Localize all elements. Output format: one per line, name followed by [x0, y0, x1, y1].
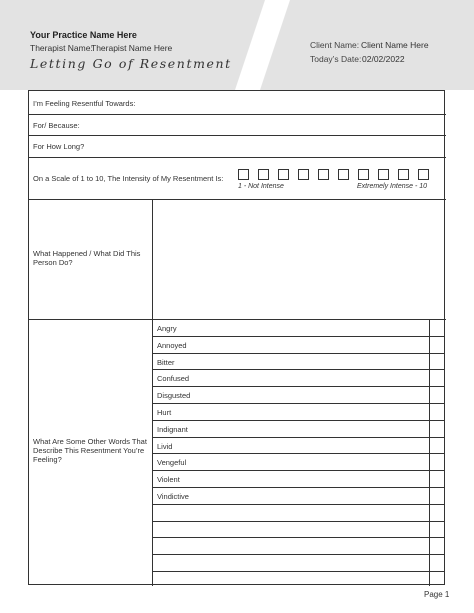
- emotion-row: [153, 554, 429, 571]
- emotion-row: [153, 571, 429, 588]
- practice-name: Your Practice Name Here: [30, 30, 137, 40]
- emotion-checkbox[interactable]: [429, 336, 445, 353]
- emotion-word: Livid: [157, 441, 173, 451]
- emotion-word: Violent: [157, 475, 180, 485]
- emotion-row: [153, 336, 429, 353]
- intensity-checkbox-7[interactable]: [358, 169, 369, 180]
- checkbox-column-divider: [429, 319, 430, 586]
- emotion-checkbox[interactable]: [429, 554, 445, 571]
- emotion-row: [153, 353, 429, 370]
- emotion-word: Disgusted: [157, 391, 191, 401]
- emotion-row: [153, 504, 429, 521]
- emotion-row: [153, 437, 429, 454]
- emotion-checkbox[interactable]: [429, 504, 445, 521]
- emotion-checkbox[interactable]: [429, 319, 445, 336]
- intensity-checkbox-2[interactable]: [258, 169, 269, 180]
- emotion-word: Bitter: [157, 357, 175, 367]
- emotion-checkbox[interactable]: [429, 571, 445, 588]
- row-divider: [29, 157, 446, 158]
- emotion-checkbox[interactable]: [429, 420, 445, 437]
- intensity-checkbox-5[interactable]: [318, 169, 329, 180]
- emotion-word: Hurt: [157, 408, 172, 417]
- other-words-label: What Are Some Other Words That Describe This Resentment You’re Feeling?: [33, 437, 147, 464]
- intensity-checkbox-1[interactable]: [238, 169, 249, 180]
- form-title: Letting Go of Resentment: [30, 56, 232, 71]
- row-divider: [29, 199, 446, 200]
- client-name-label: Client Name:: [310, 40, 360, 50]
- emotion-word: Angry: [157, 324, 177, 333]
- emotion-word: Confused: [157, 374, 190, 384]
- what-happened-label: What Happened / What Did This Person Do?: [33, 249, 141, 267]
- resentment-form: [28, 90, 445, 585]
- emotion-checkbox[interactable]: [429, 470, 445, 487]
- emotion-word: Vengeful: [157, 458, 187, 468]
- emotion-row: [153, 403, 429, 420]
- emotion-word: Vindictive: [157, 492, 189, 501]
- emotion-word: Annoyed: [157, 340, 187, 350]
- emotion-row: [153, 386, 429, 403]
- date-label: Today’s Date:: [310, 54, 362, 64]
- emotion-checkbox[interactable]: [429, 369, 445, 386]
- emotion-row: [153, 537, 429, 554]
- intensity-checkbox-4[interactable]: [298, 169, 309, 180]
- therapist-label: Therapist Name:: [30, 43, 93, 53]
- date-value: 02/02/2022: [362, 54, 405, 64]
- intensity-checkbox-8[interactable]: [378, 169, 389, 180]
- scale-min-label: 1 - Not Intense: [238, 183, 284, 190]
- emotion-row: [153, 319, 429, 336]
- intensity-checkbox-10[interactable]: [418, 169, 429, 180]
- scale-max-label: Extremely Intense - 10: [357, 183, 428, 190]
- emotion-checkbox[interactable]: [429, 487, 445, 504]
- emotion-row: [153, 453, 429, 470]
- because-label: For/ Because:: [33, 121, 80, 130]
- page-number: Page 1: [424, 590, 450, 599]
- intensity-checkbox-9[interactable]: [398, 169, 409, 180]
- emotion-checkbox[interactable]: [429, 353, 445, 370]
- therapist-name: Therapist Name Here: [91, 43, 173, 53]
- emotion-checkbox[interactable]: [429, 403, 445, 420]
- emotion-checkbox[interactable]: [429, 537, 445, 554]
- emotion-checkbox[interactable]: [429, 386, 445, 403]
- emotion-checkbox[interactable]: [429, 521, 445, 538]
- emotion-checkbox[interactable]: [429, 453, 445, 470]
- intensity-checkbox-6[interactable]: [338, 169, 349, 180]
- emotion-checkbox[interactable]: [429, 437, 445, 454]
- row-divider: [29, 114, 446, 115]
- emotion-row: [153, 420, 429, 437]
- emotion-row: [153, 369, 429, 386]
- row-divider: [29, 135, 446, 136]
- intensity-scale-label: On a Scale of 1 to 10, The Intensity of My Resentment Is:: [33, 174, 224, 183]
- emotion-word: Indignant: [157, 424, 188, 434]
- resentful-towards-label: I’m Feeling Resentful Towards:: [33, 99, 136, 108]
- emotion-row: [153, 470, 429, 487]
- client-name: Client Name Here: [361, 40, 429, 50]
- intensity-checkbox-3[interactable]: [278, 169, 289, 180]
- emotion-row: [153, 521, 429, 538]
- how-long-label: For How Long?: [33, 142, 85, 151]
- emotion-row: [153, 487, 429, 504]
